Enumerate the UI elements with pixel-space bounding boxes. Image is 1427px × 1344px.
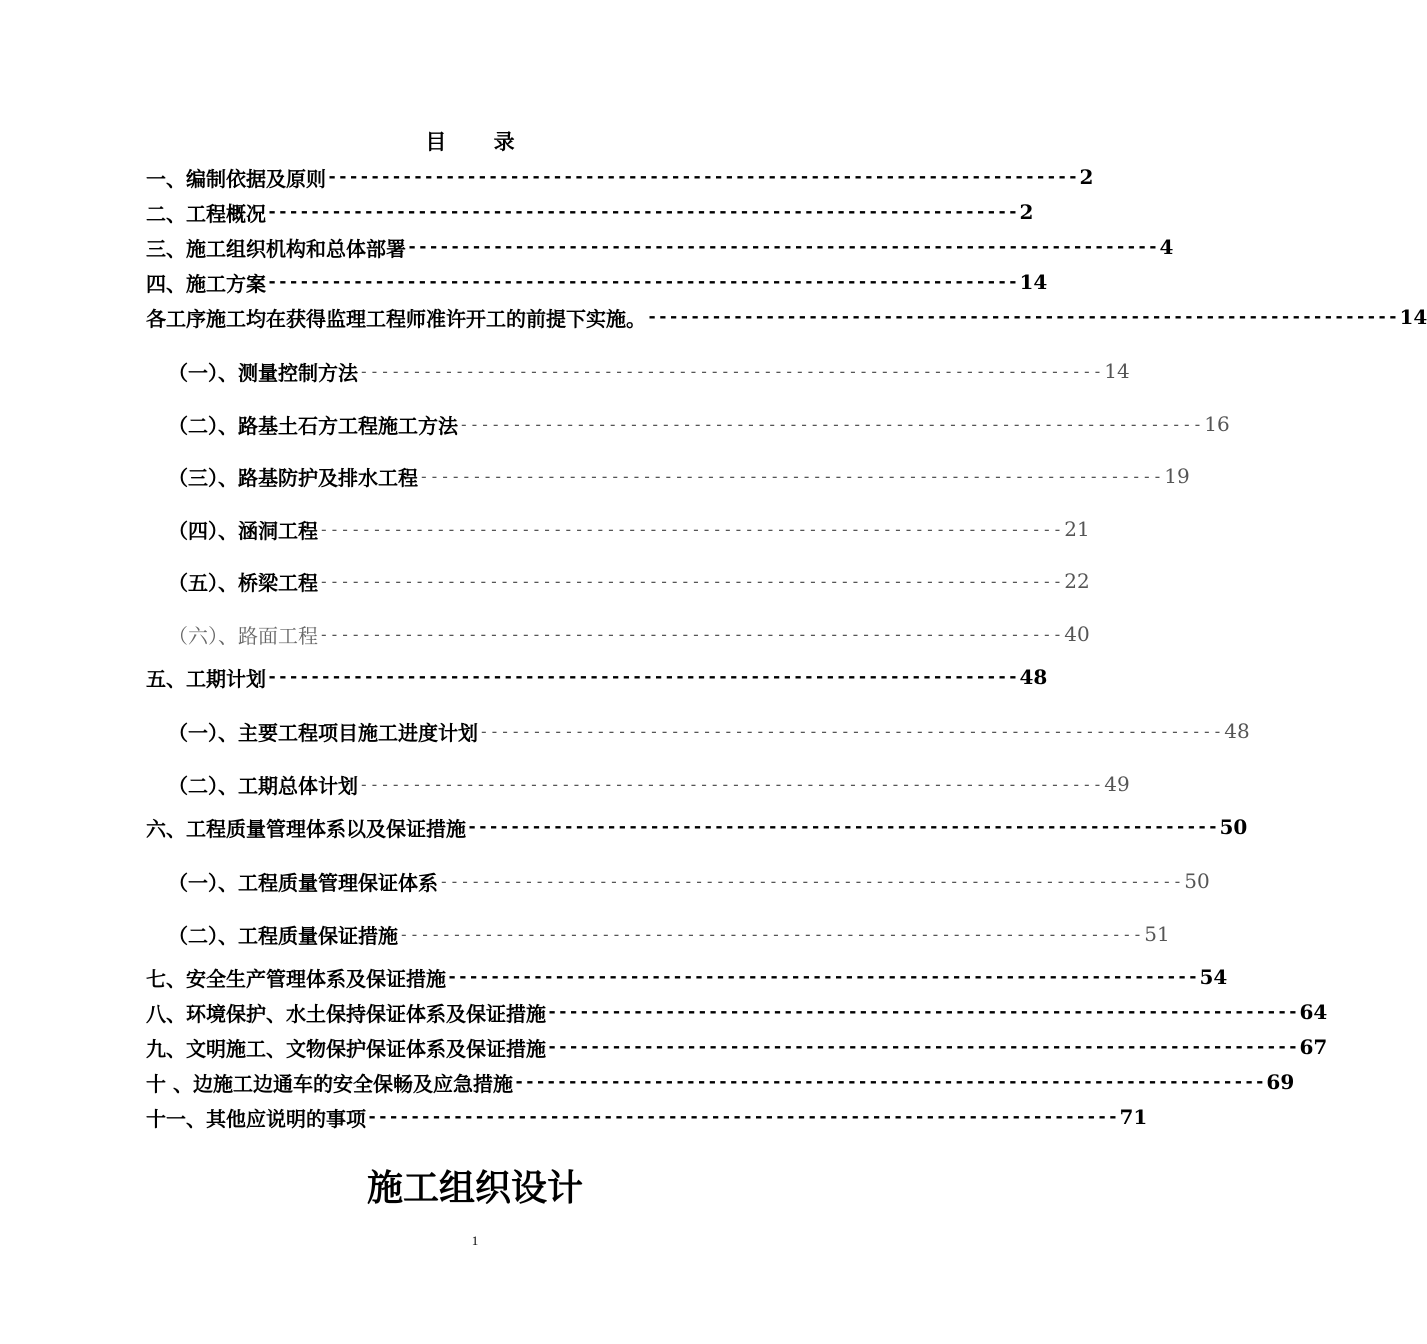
toc-entry-text: （一）、主要工程项目施工进度计划 (168, 720, 478, 745)
toc-entry[interactable] (146, 962, 1228, 992)
toc-page-number: 22 (1064, 569, 1090, 593)
toc-subentry[interactable] (168, 619, 1090, 649)
toc-entry-text: （六）、路面工程 (168, 623, 318, 648)
toc-entry[interactable] (146, 1067, 1295, 1097)
dot-leader: ---------------------------------------------------------------------- (267, 667, 1019, 687)
toc-subentry[interactable] (168, 409, 1230, 439)
page-number: 1 (471, 1233, 479, 1248)
toc-page-number: 14 (1399, 305, 1427, 329)
toc-subentry[interactable] (168, 461, 1190, 491)
dot-leader: ---------------------------------------------------------------------- (547, 1002, 1299, 1022)
toc-entry-text: （一）、测量控制方法 (168, 360, 358, 385)
toc-entry-text: 各工序施工均在获得监理工程师准许开工的前提下实施。 (146, 306, 646, 331)
toc-entry[interactable] (146, 267, 1048, 297)
dot-leader: ---------------------------------------------------------------------- (319, 571, 1064, 591)
toc-entry-text: （一）、工程质量管理保证体系 (168, 870, 438, 895)
dot-leader: ---------------------------------------------------------------------- (399, 924, 1144, 944)
toc-entry-text: 四、施工方案 (146, 271, 266, 296)
toc-entry-text: （二）、工期总体计划 (168, 773, 358, 798)
dot-leader: ---------------------------------------------------------------------- (547, 1037, 1299, 1057)
toc-page-number: 2 (1079, 165, 1094, 189)
toc-page-number: 50 (1184, 869, 1210, 893)
dot-leader: ---------------------------------------------------------------------- (439, 871, 1184, 891)
toc-entry[interactable] (146, 997, 1328, 1027)
toc-subentry[interactable] (168, 356, 1130, 386)
dot-leader: ---------------------------------------------------------------------- (319, 519, 1064, 539)
toc-title: 目 录 (425, 129, 535, 154)
toc-entry[interactable] (146, 197, 1034, 227)
toc-entry-text: （五）、桥梁工程 (168, 570, 318, 595)
toc-page-number: 16 (1204, 412, 1230, 436)
toc-entry[interactable] (146, 812, 1248, 842)
toc-page-number: 19 (1164, 464, 1190, 488)
toc-entry[interactable] (146, 1032, 1328, 1062)
toc-entry-text: （三）、路基防护及排水工程 (168, 465, 418, 490)
toc-entry-text: 五、工期计划 (146, 666, 266, 691)
dot-leader: ---------------------------------------------------------------------- (359, 774, 1104, 794)
toc-entry-text: 三、施工组织机构和总体部署 (146, 236, 406, 261)
dot-leader: ---------------------------------------------------------------------- (319, 624, 1064, 644)
toc-page-number: 21 (1064, 517, 1090, 541)
toc-page-number: 48 (1224, 719, 1250, 743)
toc-page-number: 40 (1064, 622, 1090, 646)
toc-subentry[interactable] (168, 514, 1090, 544)
dot-leader: ---------------------------------------------------------------------- (407, 237, 1159, 257)
dot-leader: ---------------------------------------------------------------------- (327, 167, 1079, 187)
toc-entry[interactable] (146, 162, 1094, 192)
dot-leader: ---------------------------------------------------------------------- (359, 361, 1104, 381)
toc-page-number: 4 (1159, 235, 1174, 259)
dot-leader: ---------------------------------------------------------------------- (267, 202, 1019, 222)
toc-page-number: 14 (1019, 270, 1048, 294)
toc-entry-text: 二、工程概况 (146, 201, 266, 226)
dot-leader: ---------------------------------------------------------------------- (479, 721, 1224, 741)
toc-page-number: 14 (1104, 359, 1130, 383)
toc-entry-text: （四）、涵洞工程 (168, 518, 318, 543)
toc-entry-text: 七、安全生产管理体系及保证措施 (146, 966, 446, 991)
dot-leader: ---------------------------------------------------------------------- (513, 1072, 1266, 1092)
toc-page-number: 49 (1104, 772, 1130, 796)
dot-leader: ---------------------------------------------------------------------- (267, 272, 1019, 292)
toc-subentry[interactable] (168, 716, 1250, 746)
toc-subentry[interactable] (168, 866, 1210, 896)
toc-page-number: 51 (1144, 922, 1170, 946)
toc-page-number: 71 (1119, 1105, 1148, 1129)
toc-entry-text: 一、编制依据及原则 (146, 166, 326, 191)
toc-entry-text: 八、环境保护、水土保持保证体系及保证措施 (146, 1001, 546, 1026)
toc-entry[interactable] (146, 1102, 1148, 1132)
toc-entry-text: 十一、其他应说明的事项 (146, 1106, 366, 1131)
toc-entry-text: 九、文明施工、文物保护保证体系及保证措施 (146, 1036, 546, 1061)
toc-entry[interactable] (146, 232, 1174, 262)
toc-subentry[interactable] (168, 769, 1130, 799)
dot-leader: ---------------------------------------------------------------------- (459, 414, 1204, 434)
dot-leader: ---------------------------------------------------------------------- (367, 1107, 1119, 1127)
toc-entry-text: （二）、工程质量保证措施 (168, 923, 398, 948)
toc-entry-text: 十 、边施工边通车的安全保畅及应急措施 (146, 1071, 513, 1096)
dot-leader: ---------------------------------------------------------------------- (647, 307, 1399, 327)
dot-leader: ---------------------------------------------------------------------- (419, 466, 1164, 486)
toc-entry-text: （二）、路基土石方工程施工方法 (168, 413, 458, 438)
toc-entry[interactable] (146, 662, 1048, 692)
toc-subentry[interactable] (168, 919, 1170, 949)
dot-leader: ---------------------------------------------------------------------- (467, 817, 1219, 837)
toc-page-number: 54 (1199, 965, 1228, 989)
toc-page-number: 64 (1299, 1000, 1328, 1024)
toc-entry[interactable] (146, 302, 1427, 332)
toc-page-number: 48 (1019, 665, 1048, 689)
toc-subentry[interactable] (168, 566, 1090, 596)
toc-page-number: 2 (1019, 200, 1034, 224)
toc-page-number: 69 (1266, 1070, 1295, 1094)
toc-entry-text: 六、工程质量管理体系以及保证措施 (146, 816, 466, 841)
toc-page-number: 50 (1219, 815, 1248, 839)
document-heading: 施工组织设计 (366, 1168, 583, 1209)
dot-leader: ---------------------------------------------------------------------- (447, 967, 1199, 987)
toc-page-number: 67 (1299, 1035, 1328, 1059)
